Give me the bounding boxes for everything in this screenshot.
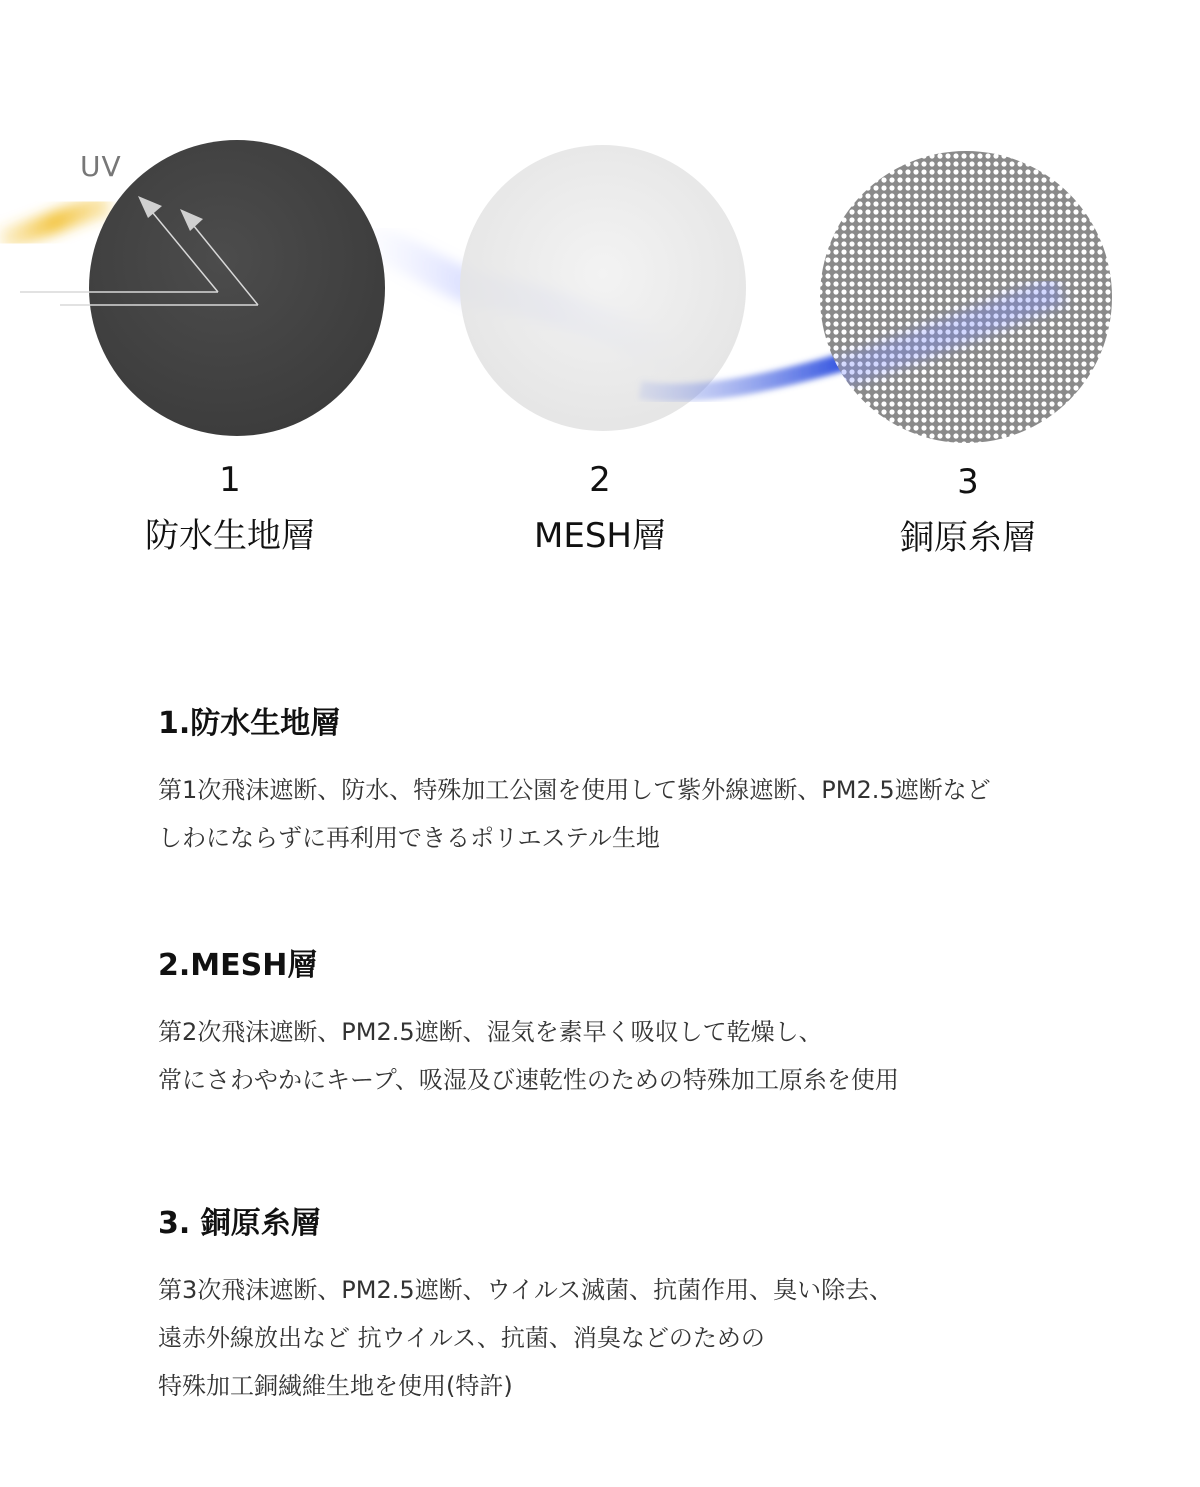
layer-name: 銅原糸層 <box>900 518 1036 558</box>
uv-label: UV <box>80 150 122 183</box>
section-copper-layer <box>158 1204 1138 1410</box>
description-line: 特殊加工銅繊維生地を使用(特許) <box>158 1372 513 1400</box>
layer-caption-1 <box>80 460 380 558</box>
layer-diagram <box>0 0 1200 600</box>
description-line: しわにならずに再利用できるポリエステル生地 <box>158 824 660 852</box>
section-title: 2.MESH層 <box>158 948 318 983</box>
layer-caption-2 <box>450 460 750 558</box>
section-mesh-layer <box>158 946 1138 1104</box>
copper-layer-disc <box>820 151 1112 443</box>
layer-caption-3 <box>818 462 1118 560</box>
layer-name: MESH層 <box>534 516 666 556</box>
description-line: 遠赤外線放出など 抗ウイルス、抗菌、消臭などのための <box>158 1324 765 1352</box>
section-title: 3. 銅原糸層 <box>158 1206 321 1241</box>
description-line: 第1次飛沫遮断、防水、特殊加工公園を使用して紫外線遮断、PM2.5遮断など <box>158 776 991 804</box>
section-description <box>158 1266 1138 1410</box>
description-line: 第2次飛沫遮断、PM2.5遮断、湿気を素早く吸収して乾燥し、 <box>158 1018 823 1046</box>
waterproof-layer-disc <box>89 140 385 436</box>
description-line: 常にさわやかにキープ、吸湿及び速乾性のための特殊加工原糸を使用 <box>158 1066 899 1094</box>
layer-name: 防水生地層 <box>145 516 315 556</box>
section-waterproof-layer <box>158 704 1138 862</box>
layer-number: 3 <box>957 462 979 502</box>
description-line: 第3次飛沫遮断、PM2.5遮断、ウイルス滅菌、抗菌作用、臭い除去、 <box>158 1276 894 1304</box>
section-description <box>158 1008 1138 1104</box>
section-description <box>158 766 1138 862</box>
layer-number: 2 <box>589 460 611 500</box>
yellow-wave <box>0 205 110 240</box>
section-title: 1.防水生地層 <box>158 706 341 741</box>
layer-number: 1 <box>219 460 241 500</box>
